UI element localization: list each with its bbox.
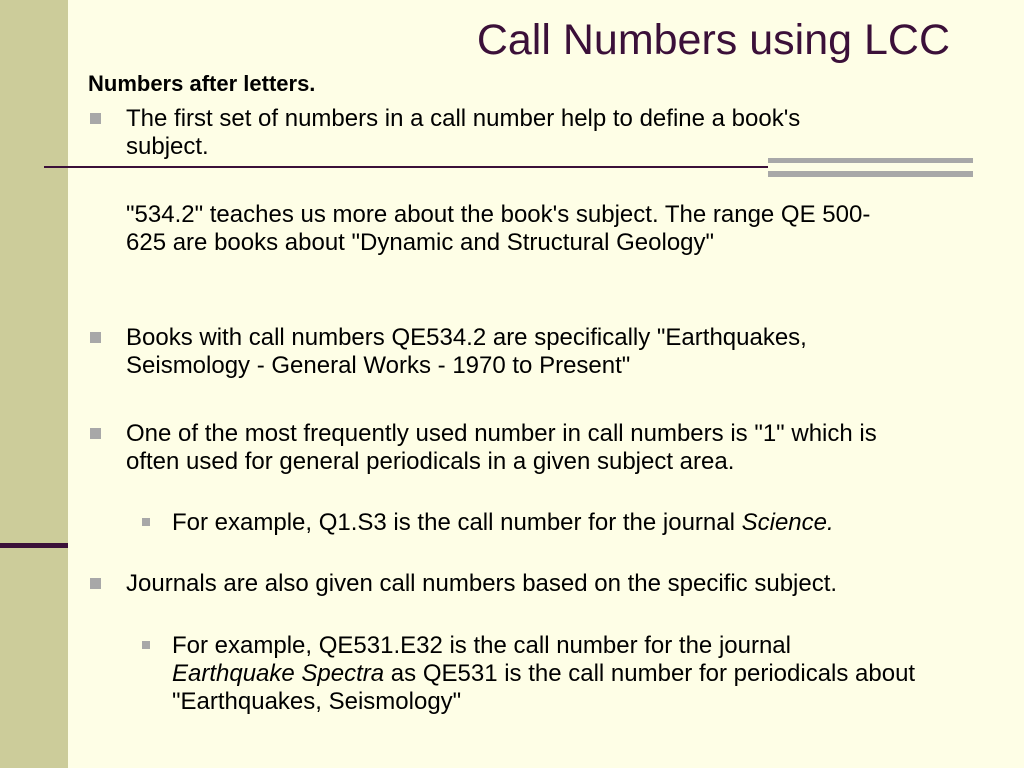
left-side-bar [0,0,68,768]
sub-bullet-square-icon [142,518,150,526]
slide-title: Call Numbers using LCC [476,16,950,64]
sub-bullet-4a-text: For example, Q1.S3 is the call number for the journal [172,509,742,536]
bullet-square-icon [90,428,101,439]
journal-title-earthquake-spectra: Earthquake Spectra [172,660,385,687]
sub-bullet-text-4a [172,509,872,537]
sub-bullet-text-5a [172,632,917,716]
divider-grey-band-bottom [768,171,973,177]
bullet-text-3: Books with call numbers QE534.2 are specifically "Earthquakes, Seismology - General Works - 1970 to Present" [126,324,807,379]
journal-title-science: Science. [741,509,834,536]
sub-bullet-square-icon [142,641,150,649]
bullet-text-4: One of the most frequently used number in call numbers is "1" which is often used for general periodicals in a given subject area. [126,420,877,475]
sub-bullet-5a-text-prefix: For example, QE531.E32 is the call number for the journal [172,632,791,659]
bullet-text-5: Journals are also given call numbers based on the specific subject. [126,570,838,597]
sub-bullet-5a-text-suffix: as QE531 is the call number for periodicals about "Earthquakes, Seismology" [172,660,916,715]
bullet-square-icon [90,332,101,343]
bullet-square-icon [90,578,101,589]
bullet-text-1: The first set of numbers in a call number help to define a book's subject. [126,105,801,160]
left-accent-rule [0,543,68,548]
section-heading: Numbers after letters. [88,71,316,96]
paragraph-text-2: "534.2" teaches us more about the book's subject. The range QE 500-625 are books about "Dynamic and Structural Geology" [126,201,871,256]
title-divider [44,166,768,168]
bullet-square-icon [90,113,101,124]
